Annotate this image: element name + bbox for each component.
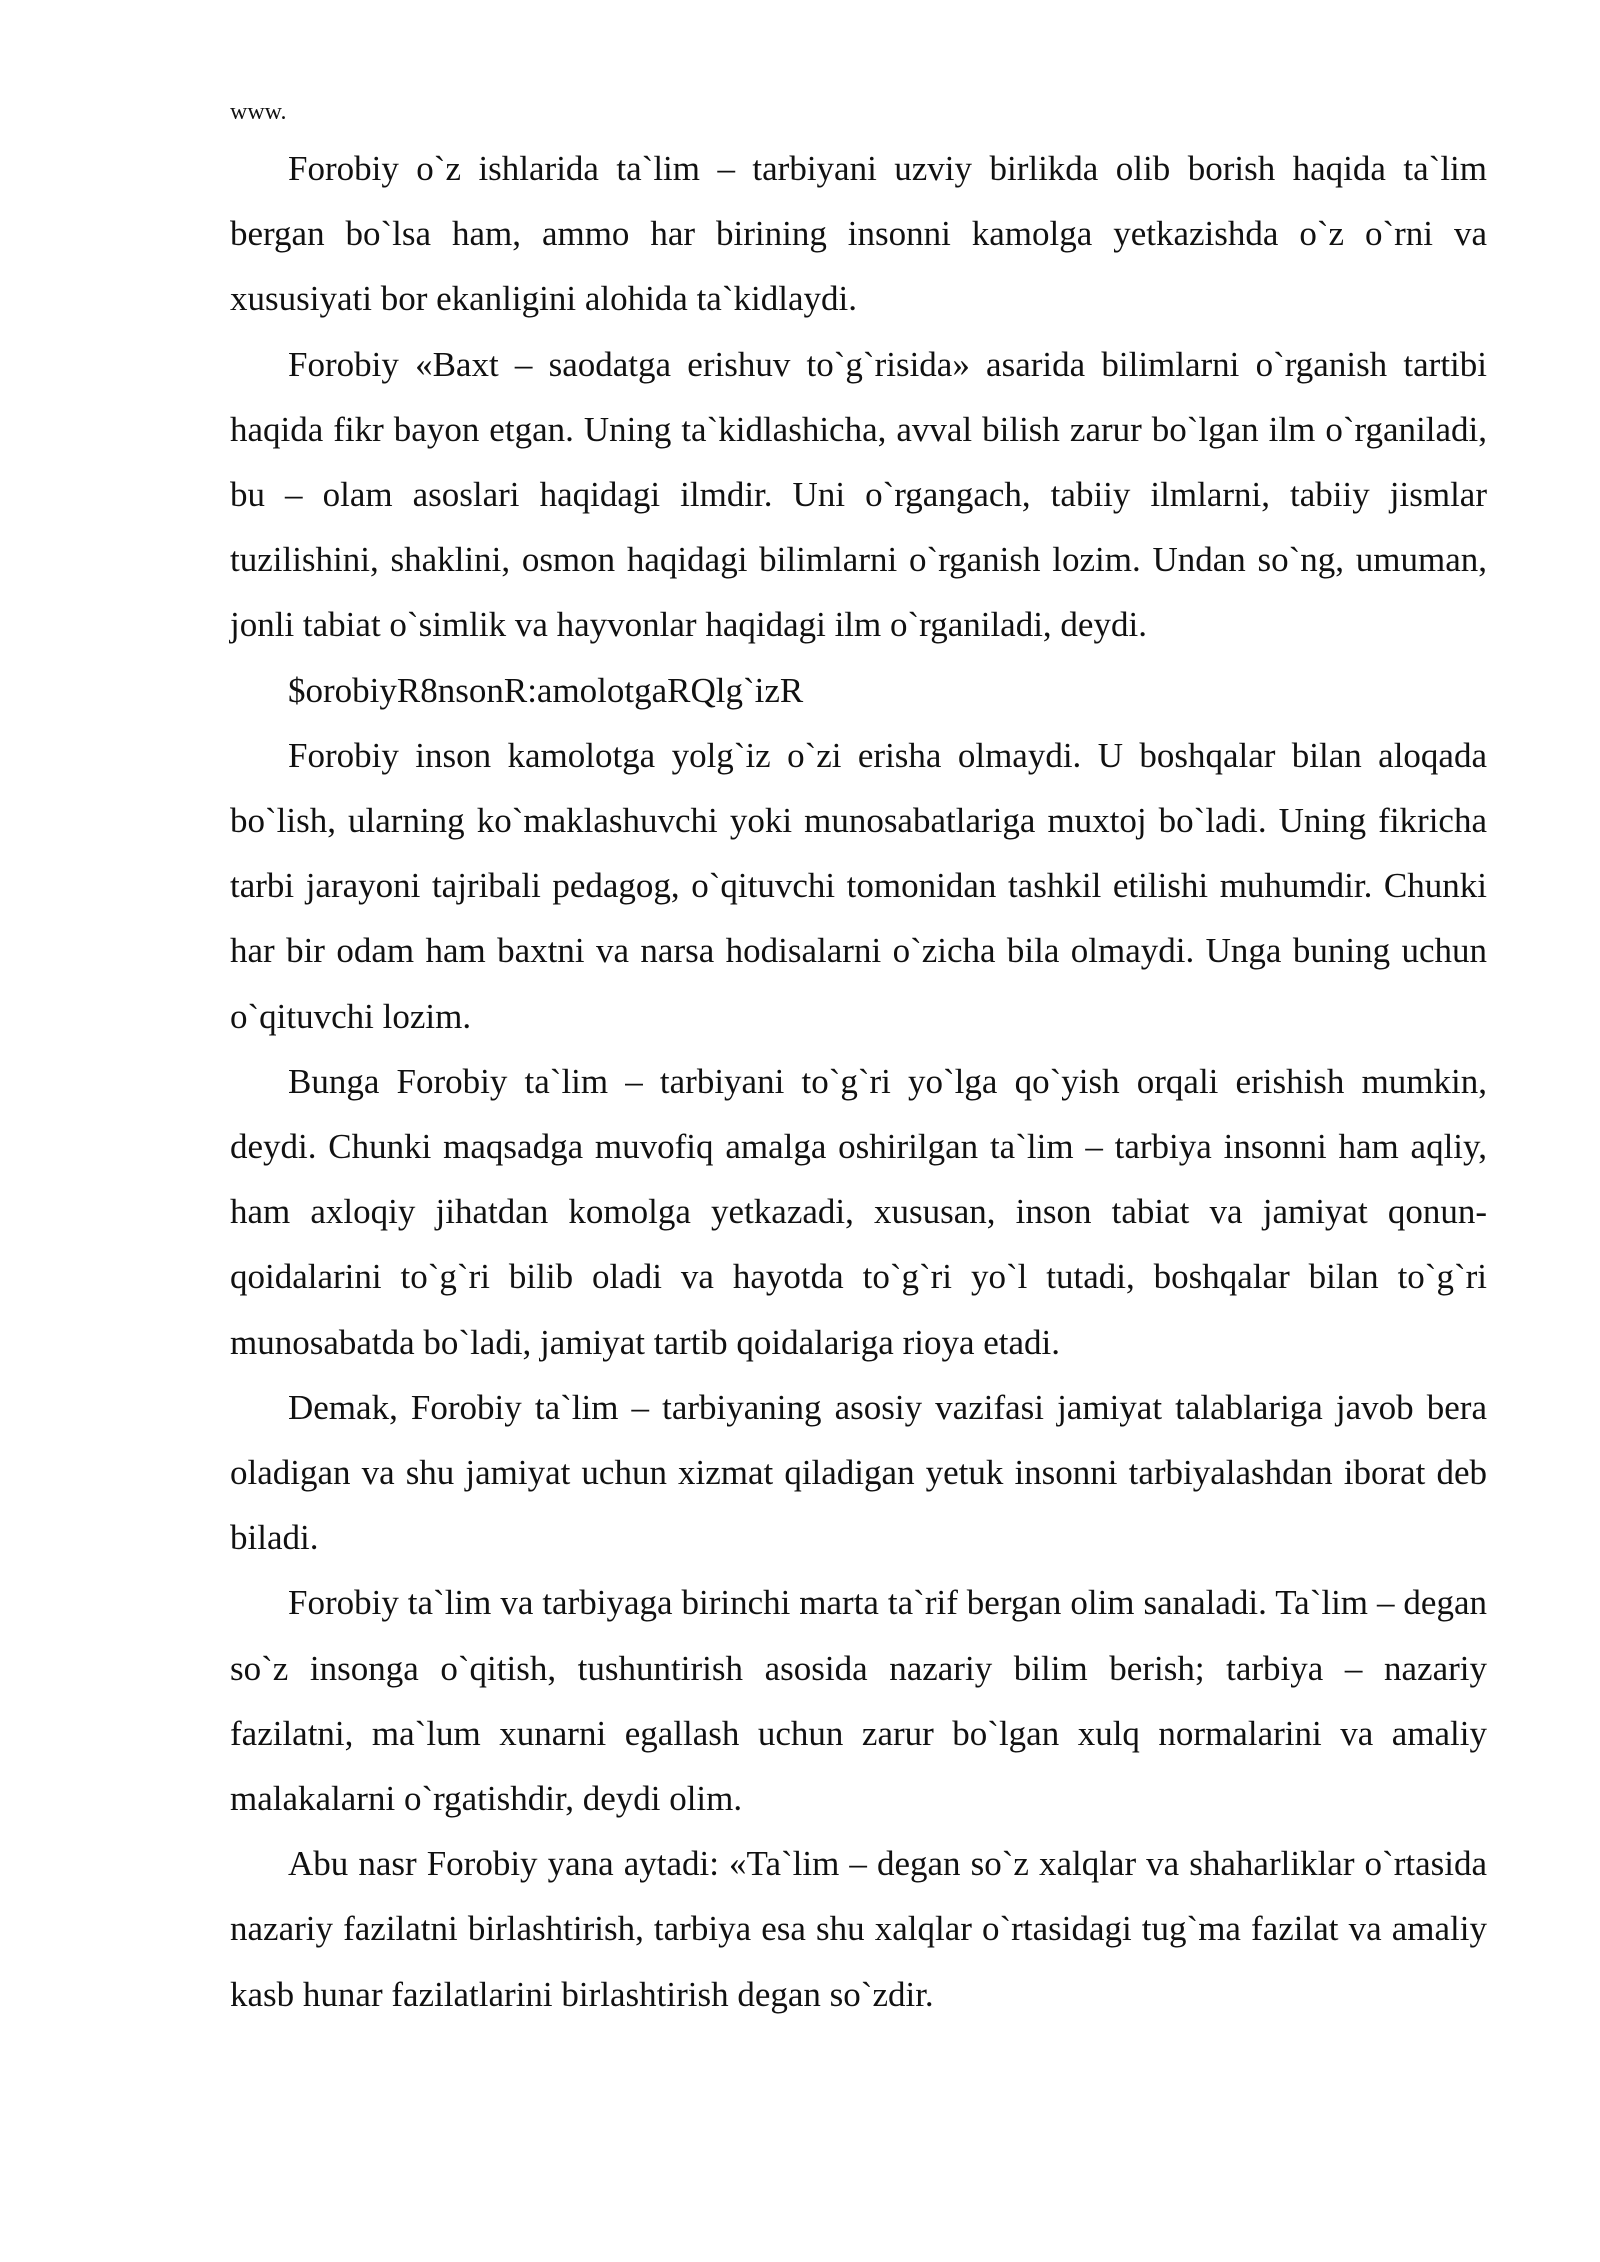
page-header-text: www. (230, 99, 287, 125)
paragraph: Forobiy inson kamolotga yolg`iz o`zi erisha olmaydi. U boshqalar bilan aloqada bo`lish, ularning ko`maklashuvchi yoki munosabatlariga muxtoj bo`ladi. Uning fikricha tarbi jarayoni tajribali pedagog, o`qituvchi tomonidan tashkil etilishi muhumdir. Chunki har bir odam ham baxtni va narsa hodisalarni o`zicha bila olmaydi. Unga buning uchun o`qituvchi lozim. (230, 735, 1487, 1036)
document-page (230, 92, 1487, 2027)
paragraph: Abu nasr Forobiy yana aytadi: «Ta`lim – degan so`z xalqlar va shaharliklar o`rtasida nazariy fazilatni birlashtirish, tarbiya esa shu xalqlar o`rtasidagi tug`ma fazilat va amaliy kasb hunar fazilatlarini birlashtirish degan so`zdir. (230, 1844, 1487, 2014)
section-heading: $orobiyR8nsonR:amolotgaRQlg`izR (288, 670, 804, 710)
paragraph: Bunga Forobiy ta`lim – tarbiyani to`g`ri yo`lga qo`yish orqali erishish mumkin, deydi. Chunki maqsadga muvofiq amalga oshirilgan ta`lim – tarbiya insonni ham aqliy, ham axloqiy jihatdan komolga yetkazadi, xususan, inson tabiat va jamiyat qonun-qoidalarini to`g`ri bilib oladi va hayotda to`g`ri yo`l tutadi, boshqalar bilan to`g`ri munosabatda bo`ladi, jamiyat tartib qoidalariga rioya etadi. (230, 1061, 1487, 1362)
paragraph: Demak, Forobiy ta`lim – tarbiyaning asosiy vazifasi jamiyat talablariga javob bera oladigan va shu jamiyat uchun xizmat qiladigan yetuk insonni tarbiyalashdan iborat deb biladi. (230, 1387, 1487, 1558)
paragraph: Forobiy «Baxt – saodatga erishuv to`g`risida» asarida bilimlarni o`rganish tartibi haqida fikr bayon etgan. Uning ta`kidlashicha, avval bilish zarur bo`lgan ilm o`rganiladi, bu – olam asoslari haqidagi ilmdir. Uni o`rgangach, tabiiy ilmlarni, tabiiy jismlar tuzilishini, shaklini, osmon haqidagi bilimlarni o`rganish lozim. Undan so`ng, umuman, jonli tabiat o`simlik va hayvonlar haqidagi ilm o`rganiladi, deydi. (230, 344, 1487, 645)
paragraph: Forobiy o`z ishlarida ta`lim – tarbiyani uzviy birlikda olib borish haqida ta`lim bergan bo`lsa ham, ammo har birining insonni kamolga yetkazishda o`z o`rni va xususiyati bor ekanligini alohida ta`kidlaydi. (230, 149, 1487, 319)
paragraph: Forobiy ta`lim va tarbiyaga birinchi marta ta`rif bergan olim sanaladi. Ta`lim – degan so`z insonga o`qitish, tushuntirish asosida nazariy bilim berish; tarbiya – nazariy fazilatni, ma`lum xunarni egallash uchun zarur bo`lgan xulq normalarini va amaliy malakalarni o`rgatishdir, deydi olim. (230, 1583, 1487, 1819)
